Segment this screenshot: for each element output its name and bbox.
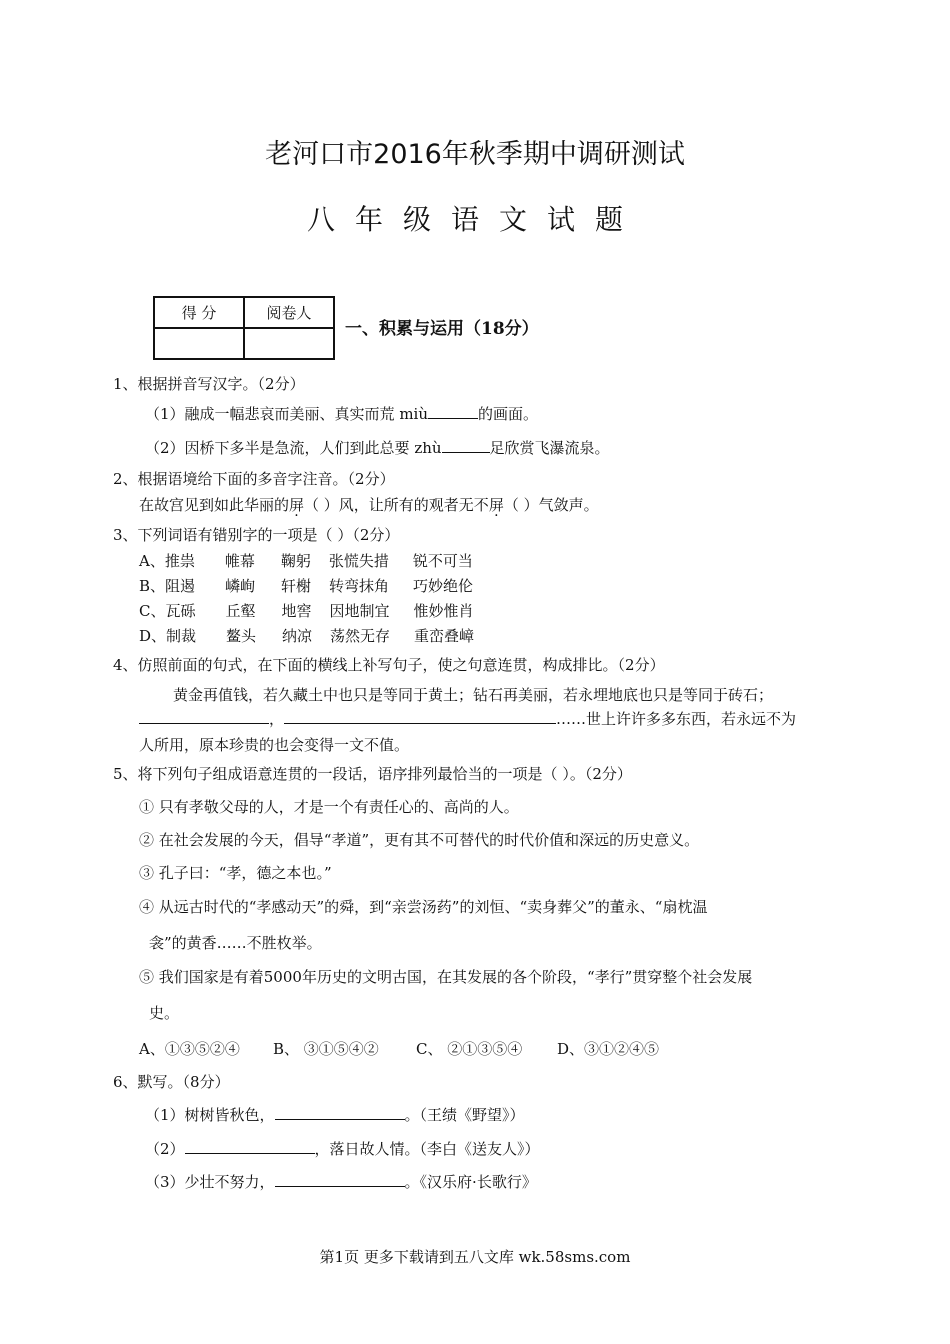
q4-line-1: 黄金再值钱，若久藏土中也只是等同于黄土；钻石再美丽，若永埋地底也只是等同于砖石； [173, 686, 774, 704]
option-word: 惟妙惟肖 [413, 602, 474, 620]
section-title: 一、积累与运用（18分） [345, 319, 539, 339]
q2-char-2: 屏 [488, 496, 504, 514]
q4-blank-2[interactable] [284, 708, 556, 724]
q1-s1-text: （1）融成一幅悲哀而美丽、真实而荒 miù [145, 405, 428, 423]
option-word: 鞠躬 [280, 552, 311, 570]
q4-line-2 [139, 708, 796, 729]
q2-char-1: 屏 [289, 496, 305, 514]
q1-s2-blank[interactable] [442, 437, 490, 453]
q5-item-5-cont: 史。 [149, 1004, 180, 1022]
question-2-sentence [139, 494, 599, 515]
q5-option-d[interactable]: D、③①②④⑤ [557, 1040, 660, 1058]
option-word: 嶙峋 [225, 577, 256, 595]
q5-item-3: ③ 孔子曰：“孝，德之本也。” [139, 864, 332, 882]
q6-s1-blank[interactable] [275, 1104, 405, 1120]
q5-options [139, 1038, 659, 1059]
question-3-stem: 3、下列词语有错别字的一项是（ ）（2分） [113, 526, 400, 544]
q5-item-4-cont: 衾”的黄香……不胜枚举。 [149, 934, 322, 952]
q2-part-a: 在故宫见到如此华丽的 [139, 496, 290, 514]
option-word: 制裁 [166, 627, 197, 645]
page-footer: 第1页 更多下载请到五八文库 wk.58sms.com [319, 1248, 631, 1266]
q3-option-d[interactable] [139, 625, 474, 646]
option-word: 地窖 [281, 602, 312, 620]
q4-blank-1[interactable] [139, 708, 269, 724]
q3-option-a[interactable] [139, 550, 473, 571]
option-label: B、 [139, 577, 166, 595]
option-label: C、 [139, 602, 166, 620]
q5-item-4: ④ 从远古时代的“孝感动天”的舜，到“亲尝汤药”的刘恒、“卖身葬父”的董永、“扇枕温 [139, 898, 708, 916]
question-6-stem: 6、默写。（8分） [113, 1073, 230, 1091]
q5-option-c[interactable]: C、 ②①③⑤④ [416, 1040, 523, 1058]
q2-part-b: （ ）风，让所有的观者无不 [304, 496, 489, 514]
q5-option-b[interactable]: B、 ③①⑤④② [273, 1040, 379, 1058]
score-cell[interactable] [154, 328, 244, 359]
grader-cell[interactable] [244, 328, 334, 359]
score-header: 得 分 [154, 297, 244, 328]
q1-s1-tail: 的画面。 [478, 405, 539, 423]
option-word: 瓦砾 [165, 602, 196, 620]
option-label: D、 [139, 627, 167, 645]
question-1-item-2 [145, 437, 610, 458]
exam-subtitle: 八年级语文试题 [306, 203, 643, 236]
question-5-stem: 5、将下列句子组成语意连贯的一段话，语序排列最恰当的一项是（ ）。（2分） [113, 765, 632, 783]
q1-s2-text: （2）因桥下多半是急流，人们到此总要 zhù [145, 439, 442, 457]
option-word: 阻遏 [165, 577, 196, 595]
q5-item-2: ② 在社会发展的今天，倡导“孝道”，更有其不可替代的时代价值和深远的历史意义。 [139, 831, 700, 849]
q6-s1-tail: 。（王绩《野望》） [404, 1106, 525, 1124]
q6-s3-tail: 。《汉乐府·长歌行》 [404, 1173, 537, 1191]
q6-item-3 [145, 1171, 537, 1192]
q4-line-2-tail: ……世上许许多多东西，若永远不为 [556, 710, 797, 728]
option-word: 荡然无存 [330, 627, 391, 645]
q6-s2-tail: ，落日故人情。（李白《送友人》） [314, 1140, 540, 1158]
q3-option-c[interactable] [139, 600, 474, 621]
option-word: 因地制宜 [329, 602, 390, 620]
exam-title: 老河口市2016年秋季期中调研测试 [265, 139, 685, 170]
q3-option-b[interactable] [139, 575, 473, 596]
score-table [153, 296, 335, 360]
q2-part-c: （ ）气敛声。 [503, 496, 599, 514]
q6-item-2 [145, 1138, 540, 1159]
q6-s2-blank[interactable] [185, 1138, 315, 1154]
q6-item-1 [145, 1104, 525, 1125]
option-word: 推祟 [164, 552, 195, 570]
option-word: 转弯抹角 [329, 577, 390, 595]
q6-s3-blank[interactable] [275, 1171, 405, 1187]
option-word: 纳凉 [282, 627, 313, 645]
question-2-stem: 2、根据语境给下面的多音字注音。（2分） [113, 470, 395, 488]
option-word: 张慌失措 [328, 552, 389, 570]
q6-s2-text: （2） [145, 1140, 185, 1158]
q5-item-5: ⑤ 我们国家是有着5000年历史的文明古国，在其发展的各个阶段，“孝行”贯穿整个社会发展 [139, 968, 753, 986]
question-4-stem: 4、仿照前面的句式，在下面的横线上补写句子，使之句意连贯，构成排比。（2分） [113, 656, 665, 674]
q1-s1-blank[interactable] [428, 403, 478, 419]
option-word: 巧妙绝伦 [413, 577, 474, 595]
option-word: 重峦叠嶂 [414, 627, 475, 645]
q6-s1-text: （1）树树皆秋色， [145, 1106, 275, 1124]
option-word: 丘壑 [225, 602, 256, 620]
option-label: A、 [139, 552, 165, 570]
q6-s3-text: （3）少壮不努力， [145, 1173, 275, 1191]
q5-item-1: ① 只有孝敬父母的人，才是一个有责任心的、高尚的人。 [139, 798, 519, 816]
q1-s2-tail: 足欣赏飞瀑流泉。 [489, 439, 610, 457]
option-word: 锐不可当 [412, 552, 473, 570]
grader-header: 阅卷人 [244, 297, 334, 328]
question-1-stem: 1、根据拼音写汉字。（2分） [113, 375, 305, 393]
question-1-item-1 [145, 403, 538, 424]
q4-line-3: 人所用，原本珍贵的也会变得一文不值。 [139, 736, 410, 754]
q5-option-a[interactable]: A、①③⑤②④ [139, 1040, 240, 1058]
option-word: 帷幕 [224, 552, 255, 570]
option-word: 鳌头 [226, 627, 257, 645]
option-word: 轩榭 [281, 577, 312, 595]
q4-separator: ， [269, 710, 285, 728]
